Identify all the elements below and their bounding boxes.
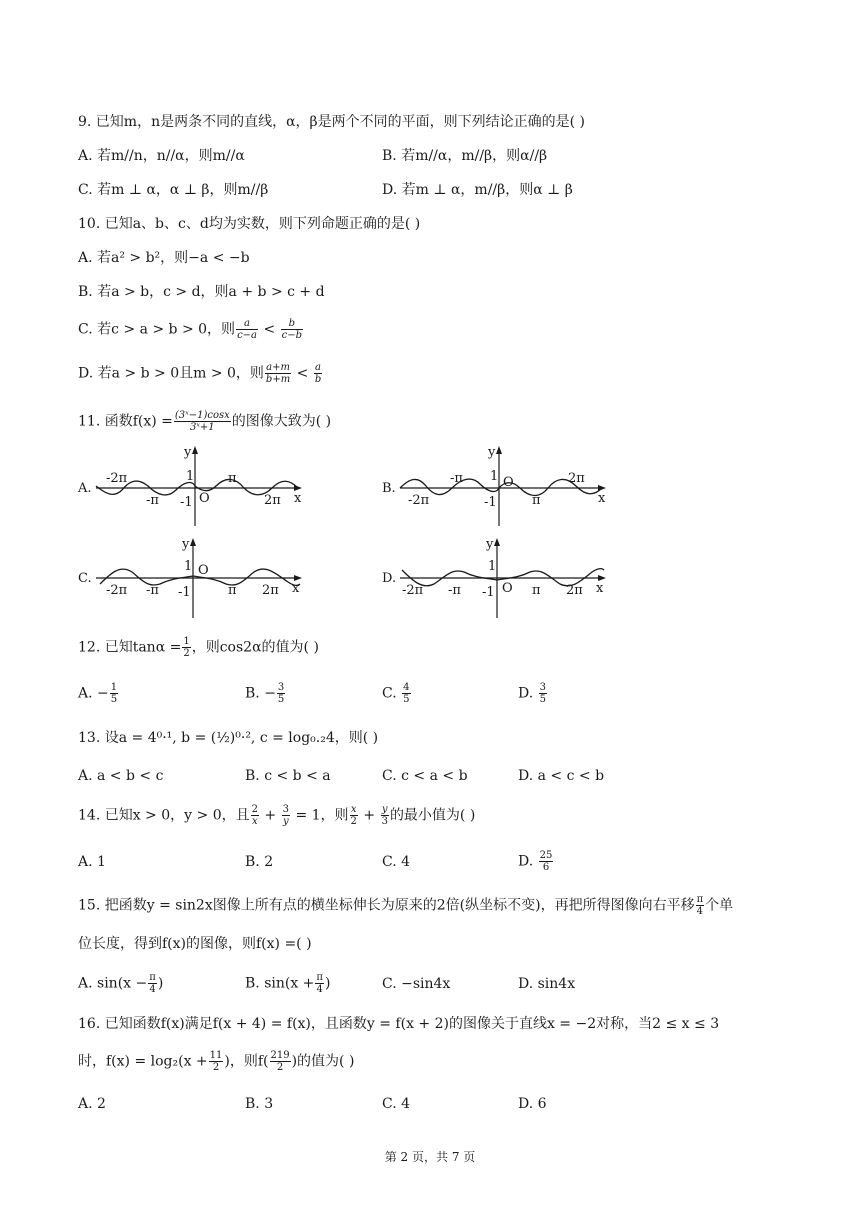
q11-graph-b (380, 442, 620, 526)
q10-option-d: D. 若a > b > 0且m > 0，则 $\frac{a+m}{b+m}$ < $\frac{a}{b}$ (78, 362, 322, 385)
q11-stem: 11. 函数f(x) = $\frac{\text{(3ˣ−1)cosx}}{\text{3ˣ+1}}$ 的图像大致为( ) (78, 410, 332, 433)
svg-text:-1: -1 (180, 495, 193, 510)
graph-a-y-label: y (184, 445, 192, 460)
q16-line1: 16. 已知函数f(x)满足f(x + 4) = f(x)，且函数y = f(x + 2)的图像关于直线x = −2对称，当2 ≤ x ≤ 3 (78, 1016, 720, 1032)
q15-line1: 15. 把函数y = sin2x图像上所有点的横坐标伸长为原来的2倍(纵坐标不变)，再把所得图像向右平移 $\frac{\pi}{4}$ 个单 (78, 894, 734, 917)
q16-option-d: D. 6 (518, 1096, 547, 1112)
q16-line2: 时，f(x) = log₂(x + $\frac{11}{2}$ )，则f( $\frac{219}{2}$ )的值为( ) (78, 1050, 355, 1073)
svg-text:-1: -1 (482, 585, 495, 600)
graph-a-label: A. (78, 481, 92, 496)
q10-option-a: A. 若a² > b²，则−a < −b (78, 250, 250, 266)
q9-stem: 9. 已知m，n是两条不同的直线，α，β是两个不同的平面，则下列结论正确的是( ) (78, 114, 586, 130)
q12-stem: 12. 已知tanα = $\frac{1}{2}$ ，则cos2α的值为( ) (78, 636, 319, 659)
svg-text:y: y (486, 537, 494, 552)
q13-option-c: C. c < a < b (382, 768, 468, 784)
svg-text:1: 1 (184, 559, 193, 574)
svg-text:2π: 2π (262, 583, 279, 598)
svg-text:-2π: -2π (402, 583, 424, 598)
svg-text:1: 1 (186, 469, 195, 484)
q14-option-b: B. 2 (245, 854, 274, 870)
q12-option-d: D. $\frac{3}{5}$ (518, 682, 547, 705)
q11-graph-c (76, 534, 316, 618)
q11-graph-d (380, 534, 620, 618)
svg-text:O: O (198, 563, 209, 578)
q10-stem: 10. 已知a、b、c、d均为实数，则下列命题正确的是( ) (78, 216, 421, 232)
svg-text:-π: -π (450, 471, 463, 486)
q12-option-c: C. $\frac{4}{5}$ (382, 682, 410, 705)
q12-option-b: B. − $\frac{3}{5}$ (245, 682, 285, 705)
svg-text:-π: -π (448, 583, 461, 598)
q14-option-c: C. 4 (382, 854, 411, 870)
svg-text:O: O (503, 475, 514, 490)
q13-option-a: A. a < b < c (78, 768, 164, 784)
svg-text:y: y (182, 537, 190, 552)
q15-option-a: A. sin(x − $\frac{\pi}{4}$ ) (78, 972, 164, 995)
svg-text:-2π: -2π (106, 583, 128, 598)
q16-option-a: A. 2 (78, 1096, 106, 1112)
svg-text:π: π (532, 493, 541, 508)
svg-text:2π: 2π (566, 583, 583, 598)
svg-text:y: y (488, 445, 496, 460)
q11-graph-a (76, 442, 316, 526)
q10-option-c: C. 若c > a > b > 0，则 $\frac{a}{c-a}$ < $\frac{b}{c-b}$ (78, 318, 303, 341)
svg-text:π: π (532, 583, 541, 598)
svg-text:π: π (228, 583, 237, 598)
svg-text:-π: -π (146, 583, 159, 598)
q12-option-a: A. − $\frac{1}{5}$ (78, 682, 118, 705)
svg-text:-1: -1 (178, 585, 191, 600)
q14-option-a: A. 1 (78, 854, 106, 870)
q13-stem: 13. 设a = 4⁰·¹, b = (½)⁰·², c = log₀.₂4，则( ) (78, 730, 379, 746)
svg-text:x: x (292, 581, 300, 596)
q9-option-d: D. 若m ⊥ α，m//β，则α ⊥ β (382, 182, 573, 198)
svg-text:x: x (294, 491, 302, 506)
q16-option-b: B. 3 (245, 1096, 274, 1112)
q15-option-d: D. sin4x (518, 976, 576, 992)
q15-option-b: B. sin(x + $\frac{\pi}{4}$ ) (245, 972, 331, 995)
q16-option-c: C. 4 (382, 1096, 411, 1112)
svg-text:-2π: -2π (106, 471, 128, 486)
svg-text:O: O (199, 491, 210, 506)
svg-text:O: O (502, 581, 513, 596)
svg-text:x: x (598, 491, 606, 506)
graph-d-label: D. (382, 571, 397, 586)
q9-option-a: A. 若m//n，n//α，则m//α (78, 148, 245, 164)
q14-option-d: D. $\frac{25}{6}$ (518, 850, 553, 873)
q15-line2: 位长度，得到f(x)的图像，则f(x) =( ) (78, 936, 312, 952)
q13-option-d: D. a < c < b (518, 768, 605, 784)
svg-text:1: 1 (490, 469, 499, 484)
q9-option-c: C. 若m ⊥ α，α ⊥ β，则m//β (78, 182, 269, 198)
q10-option-b: B. 若a > b，c > d，则a + b > c + d (78, 284, 325, 300)
svg-text:1: 1 (488, 559, 497, 574)
svg-text:2π: 2π (568, 471, 585, 486)
graph-c-label: C. (78, 571, 92, 586)
svg-text:2π: 2π (264, 493, 281, 508)
graph-b-label: B. (382, 481, 396, 496)
q13-option-b: B. c < b < a (245, 768, 331, 784)
q9-option-b: B. 若m//α，m//β，则α//β (382, 148, 548, 164)
svg-text:-2π: -2π (408, 493, 430, 508)
svg-text:-1: -1 (484, 495, 497, 510)
svg-text:-π: -π (146, 493, 159, 508)
svg-text:π: π (228, 471, 237, 486)
svg-text:x: x (596, 581, 604, 596)
q15-option-c: C. −sin4x (382, 976, 451, 992)
page-footer: 第 2 页，共 7 页 (384, 1150, 476, 1164)
q14-stem: 14. 已知x > 0，y > 0，且 $\frac{2}{x}$ + $\frac{3}{y}$ = 1，则 $\frac{x}{2}$ + $\frac{y}{3}$ 的最小值为( ) (78, 804, 476, 827)
